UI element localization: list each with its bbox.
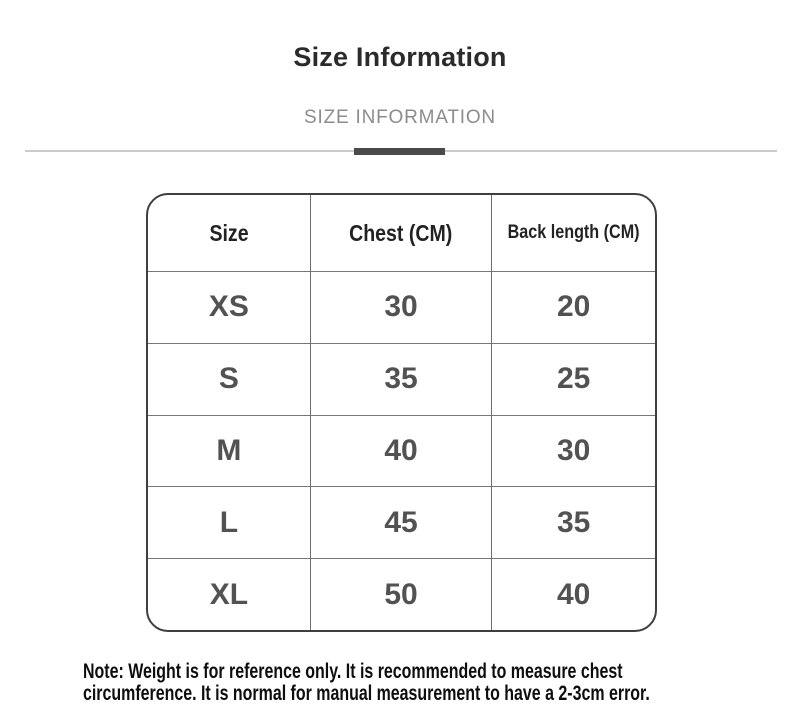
size-cell [148, 558, 310, 630]
note-line-1: Note: Weight is for reference only. It is recommended to measure chest [83, 660, 623, 683]
column-header-size [148, 195, 310, 271]
chest-cell [310, 271, 492, 343]
size-value: XS [208, 290, 249, 324]
size-table-row-xs [148, 271, 655, 343]
size-value: L [219, 505, 239, 539]
note-text [83, 661, 800, 705]
size-table-row-m [148, 415, 655, 487]
back-length-cell [491, 415, 655, 487]
back-length-cell [491, 271, 655, 343]
note-line-2: circumference. It is normal for manual measurement to have a 2-3cm error. [83, 682, 650, 705]
back-length-value: 20 [556, 290, 591, 324]
size-table-header-row [148, 195, 655, 271]
chest-cell [310, 415, 492, 487]
size-value: M [216, 433, 242, 467]
back-length-value: 30 [556, 433, 591, 467]
chest-value: 50 [384, 577, 418, 611]
size-table-row-s [148, 343, 655, 415]
chest-cell [310, 343, 492, 415]
back-length-cell [491, 486, 655, 558]
size-value: S [218, 362, 239, 396]
chest-value: 30 [384, 290, 418, 324]
column-header-back-length-label: Back length (CM) [507, 222, 640, 243]
section-heading: SIZE INFORMATION [304, 107, 496, 128]
size-table [146, 193, 657, 632]
size-table-row-xl [148, 558, 655, 630]
back-length-cell [491, 558, 655, 630]
back-length-value: 35 [556, 505, 591, 539]
size-cell [148, 486, 310, 558]
column-header-size-label: Size [209, 219, 249, 246]
back-length-value: 25 [556, 362, 591, 396]
chest-value: 40 [384, 433, 418, 467]
size-cell [148, 343, 310, 415]
column-header-back-length [491, 195, 655, 271]
chest-value: 35 [384, 362, 418, 396]
column-header-chest [310, 195, 492, 271]
size-value: XL [209, 577, 249, 611]
back-length-cell [491, 343, 655, 415]
chest-value: 45 [384, 505, 418, 539]
size-table-row-l [148, 486, 655, 558]
page-title: Size Information [293, 42, 507, 72]
section-divider-accent-bar [354, 148, 445, 155]
back-length-value: 40 [556, 577, 591, 611]
column-header-chest-label: Chest (CM) [349, 219, 453, 246]
chest-cell [310, 486, 492, 558]
size-cell [148, 271, 310, 343]
size-cell [148, 415, 310, 487]
chest-cell [310, 558, 492, 630]
